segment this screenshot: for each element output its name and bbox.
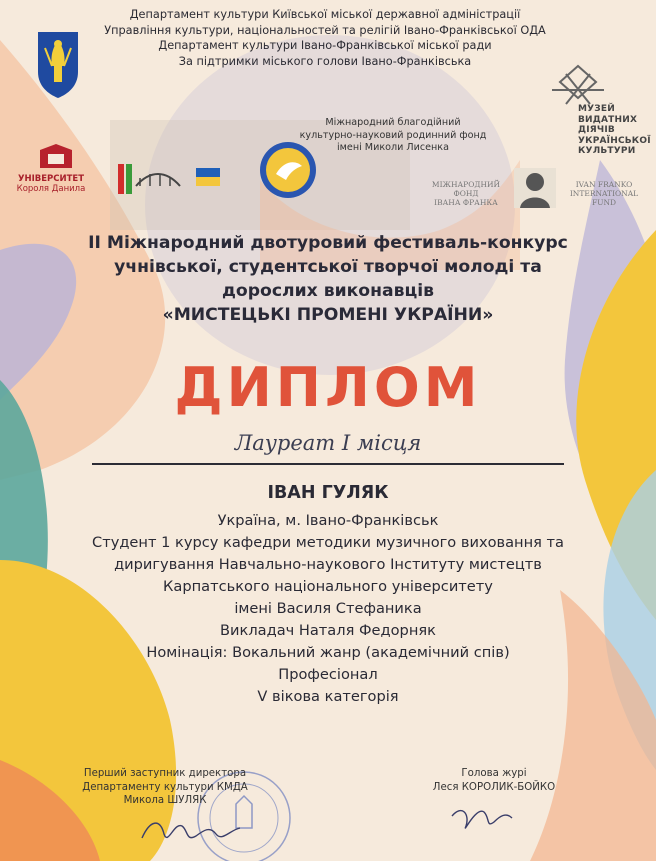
lysenko-fund-text [288, 117, 498, 155]
detail-line: Студент 1 курсу кафедри методики музичного виховання та [92, 534, 564, 551]
organizer-line: За підтримки міського голови Івано-Франківська [178, 54, 472, 68]
franko-portrait-icon [514, 168, 556, 208]
franko-fund-ua-label [420, 180, 512, 207]
museum-line: ВИДАТНИХ [578, 114, 638, 125]
festival-line: ІІ Міжнародний двотуровий фестиваль-конкурс [88, 233, 568, 253]
diploma-title: ДИПЛОМ [174, 356, 482, 419]
festival-line: дорослих виконавців [222, 281, 434, 301]
detail-line: Україна, м. Івано-Франківськ [217, 512, 439, 529]
detail-line: Викладач Наталя Федорняк [220, 622, 436, 639]
franko-fund-line: IVAN FRANKO [575, 180, 633, 189]
festival-title [20, 231, 636, 327]
franko-fund-line: МІЖНАРОДНИЙ ФОНД [431, 180, 501, 198]
signatory-line: Леся КОРОЛИК-БОЙКО [432, 781, 556, 793]
franko-fund-en-label [560, 180, 648, 207]
university-label [8, 174, 94, 194]
museum-line: УКРАЇНСЬКОЇ [578, 135, 651, 146]
fund-line: Міжнародний благодійний [325, 117, 461, 128]
kyiv-coat-of-arms-icon [38, 32, 78, 98]
signatory-line: Департаменту культури КМДА [82, 781, 248, 793]
signatory-line: Голова журі [461, 768, 527, 779]
recipient-details [40, 510, 616, 708]
university-line: УНІВЕРСИТЕТ [17, 174, 85, 184]
franko-fund-line: INTERNATIONAL FUND [569, 189, 639, 207]
detail-line: імені Василя Стефаника [234, 600, 422, 617]
recipient-name: ІВАН ГУЛЯК [267, 483, 389, 503]
left-signatory [60, 767, 270, 808]
organizer-line: Департамент культури Івано-Франківської міської ради [158, 39, 492, 52]
university-line: Короля Данила [16, 184, 86, 194]
organizers-header [90, 7, 560, 69]
fund-line: культурно-науковий родинний фонд [299, 129, 487, 141]
museum-label [578, 104, 651, 157]
museum-line: КУЛЬТУРИ [578, 146, 636, 156]
museum-line: ДІЯЧІВ [578, 125, 615, 135]
organizer-line: Департамент культури Київської міської державної адміністрації [129, 8, 521, 21]
detail-line: Карпатського національного університету [163, 578, 493, 595]
signatory-line: Микола ШУЛЯК [123, 795, 207, 806]
detail-line: V вікова категорія [257, 688, 399, 705]
detail-line: Номінація: Вокальний жанр (академічний спів) [146, 644, 510, 661]
museum-line: МУЗЕЙ [578, 104, 615, 114]
festival-line: учнівської, студентської творчої молоді та [114, 257, 542, 277]
right-signatory [408, 767, 580, 794]
award-text: Лауреат І місця [234, 431, 422, 455]
fund-line: імені Миколи Лисенка [337, 142, 449, 153]
franko-fund-line: ІВАНА ФРАНКА [434, 198, 498, 207]
organizer-line: Управління культури, національностей та релігій Івано-Франківської ОДА [104, 23, 546, 37]
detail-line: Професіонал [278, 666, 378, 683]
award-underline [92, 463, 564, 465]
signatory-line: Перший заступник директора [83, 768, 247, 779]
festival-line: «МИСТЕЦЬКІ ПРОМЕНІ УКРАЇНИ» [162, 305, 494, 325]
detail-line: диригування Навчально-наукового Інституту мистецтв [114, 556, 542, 573]
